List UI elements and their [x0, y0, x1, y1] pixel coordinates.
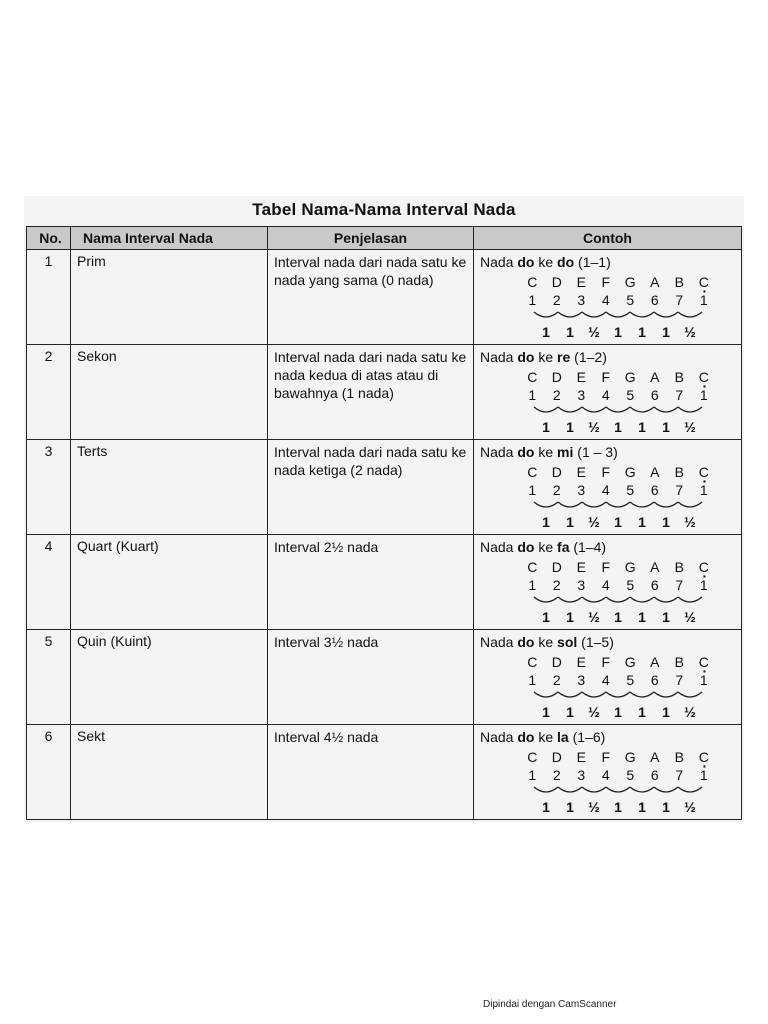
- interval-arc: [582, 692, 606, 697]
- interval-arc: [606, 787, 630, 792]
- note-number: 1 ·: [692, 481, 717, 499]
- step-value: ½: [588, 609, 600, 625]
- example-title: [480, 538, 735, 556]
- step-value: 1: [638, 514, 646, 530]
- example-from: do: [517, 539, 535, 555]
- step-value: 1: [614, 704, 622, 720]
- note-number: 1: [528, 387, 537, 403]
- note-number: 1 ·: [692, 766, 717, 784]
- example-to: do: [557, 254, 575, 270]
- interval-arc: [582, 502, 606, 507]
- step-value: 1: [542, 419, 550, 435]
- step-value: 1: [542, 799, 550, 815]
- step-value: 1: [566, 514, 574, 530]
- arc-row: [520, 594, 716, 608]
- step-value: 1: [542, 324, 550, 340]
- table-row: [27, 630, 742, 725]
- example-from: do: [517, 349, 535, 365]
- letter-row: [520, 748, 716, 766]
- note-number: 6: [650, 482, 659, 498]
- note-number: 5: [626, 292, 635, 308]
- interval-description: Interval nada dari nada satu ke nada yang sama (0 nada): [274, 254, 467, 288]
- note-number: 5: [626, 672, 635, 688]
- note-number: 4: [601, 767, 610, 783]
- note-number: 1: [528, 482, 537, 498]
- interval-name: Quart (Kuart): [71, 535, 268, 630]
- step-value: 1: [566, 799, 574, 815]
- note-letter: C: [698, 274, 709, 290]
- note-number: 1 ·: [692, 671, 717, 689]
- example-to: la: [557, 729, 569, 745]
- interval-arc: [630, 502, 654, 507]
- note-letter: G: [624, 654, 636, 670]
- note-scale: [520, 368, 735, 436]
- note-number: 6: [650, 672, 659, 688]
- note-number: 5: [626, 387, 635, 403]
- example-mid: ke: [534, 539, 558, 555]
- note-letter: C: [527, 654, 538, 670]
- interval-description: Interval 2½ nada: [274, 539, 379, 555]
- example-range: (1–6): [568, 729, 606, 745]
- interval-arc: [534, 502, 558, 507]
- note-letter: F: [601, 464, 611, 480]
- interval-arc: [654, 407, 678, 412]
- step-value: 1: [662, 514, 670, 530]
- number-row: [520, 291, 716, 309]
- note-number: 4: [601, 672, 610, 688]
- note-letter: D: [551, 654, 562, 670]
- example-cell: [474, 250, 742, 345]
- example-from: do: [517, 634, 535, 650]
- note-number: 2: [552, 292, 561, 308]
- step-value: 1: [614, 419, 622, 435]
- example-to: re: [557, 349, 571, 365]
- example-title: [480, 728, 735, 746]
- example-prefix: Nada: [480, 444, 518, 460]
- note-number: 2: [552, 767, 561, 783]
- arc-row: [520, 689, 716, 703]
- note-letter: C: [527, 369, 538, 385]
- note-scale: [520, 653, 735, 721]
- note-number: 1: [528, 672, 537, 688]
- letter-row: [520, 273, 716, 291]
- row-number: 1: [27, 250, 71, 345]
- note-number: 7: [675, 482, 684, 498]
- arc-row: [520, 404, 716, 418]
- interval-description: Interval 3½ nada: [274, 634, 379, 650]
- note-number: 2: [552, 577, 561, 593]
- interval-arc: [606, 502, 630, 507]
- note-number: 2: [552, 387, 561, 403]
- interval-arc: [582, 597, 606, 602]
- example-title: [480, 633, 735, 651]
- note-letter: F: [601, 654, 611, 670]
- example-from: do: [517, 254, 535, 270]
- header-name: Nama Interval Nada: [71, 227, 268, 250]
- note-scale: [520, 463, 735, 531]
- note-letter: B: [674, 464, 684, 480]
- table-row: [27, 440, 742, 535]
- step-value: ½: [684, 799, 696, 815]
- interval-arc: [582, 787, 606, 792]
- note-number: 7: [675, 672, 684, 688]
- step-value: 1: [542, 514, 550, 530]
- note-number: 2: [552, 672, 561, 688]
- note-number: 1 ·: [692, 386, 717, 404]
- note-number: 1 ·: [692, 291, 717, 309]
- interval-name: Sekt: [71, 725, 268, 820]
- interval-description: Interval 4½ nada: [274, 729, 379, 745]
- example-mid: ke: [534, 634, 558, 650]
- interval-arc: [654, 692, 678, 697]
- arc-row: [520, 499, 716, 513]
- interval-arc: [582, 407, 606, 412]
- note-letter: F: [601, 559, 611, 575]
- table-header-row: [27, 227, 742, 250]
- interval-arc: [534, 312, 558, 317]
- interval-description: Interval nada dari nada satu ke nada kedua di atas atau di bawahnya (1 nada): [274, 349, 467, 401]
- step-value: 1: [662, 609, 670, 625]
- example-range: (1–1): [574, 254, 611, 270]
- note-letter: G: [624, 369, 636, 385]
- note-number: 2: [552, 482, 561, 498]
- letter-row: [520, 463, 716, 481]
- example-range: (1 – 3): [573, 444, 618, 460]
- note-letter: D: [551, 464, 562, 480]
- note-letter: A: [650, 274, 660, 290]
- interval-arc: [606, 407, 630, 412]
- interval-arc: [630, 407, 654, 412]
- example-mid: ke: [534, 254, 558, 270]
- note-letter: A: [650, 559, 660, 575]
- interval-name: Sekon: [71, 345, 268, 440]
- note-number: 1: [528, 292, 537, 308]
- interval-arc: [678, 692, 702, 697]
- interval-arc: [678, 787, 702, 792]
- example-cell: [474, 440, 742, 535]
- interval-arc: [558, 502, 582, 507]
- step-value: 1: [566, 419, 574, 435]
- note-letter: G: [624, 274, 636, 290]
- step-value: ½: [588, 704, 600, 720]
- example-cell: [474, 535, 742, 630]
- step-value: 1: [638, 704, 646, 720]
- step-row: [534, 513, 702, 531]
- example-to: sol: [557, 634, 578, 650]
- note-number: 4: [601, 482, 610, 498]
- arc-row: [520, 309, 716, 323]
- interval-arc: [678, 502, 702, 507]
- example-from: do: [517, 444, 535, 460]
- step-value: ½: [684, 609, 696, 625]
- note-letter: D: [551, 749, 562, 765]
- step-row: [534, 323, 702, 341]
- step-value: ½: [684, 514, 696, 530]
- interval-arc: [654, 787, 678, 792]
- example-mid: ke: [534, 729, 558, 745]
- step-value: 1: [542, 704, 550, 720]
- note-number: 1: [528, 767, 537, 783]
- note-number: 5: [626, 482, 635, 498]
- step-value: 1: [566, 704, 574, 720]
- note-letter: D: [551, 559, 562, 575]
- step-value: ½: [588, 514, 600, 530]
- note-scale: [520, 558, 735, 626]
- row-number: 3: [27, 440, 71, 535]
- example-cell: [474, 630, 742, 725]
- step-value: 1: [662, 799, 670, 815]
- note-letter: E: [576, 559, 586, 575]
- header-example: Contoh: [474, 227, 742, 250]
- note-letter: E: [576, 749, 586, 765]
- note-letter: E: [576, 654, 586, 670]
- interval-arc: [606, 312, 630, 317]
- note-letter: C: [698, 559, 709, 575]
- step-row: [534, 798, 702, 816]
- example-mid: ke: [534, 444, 558, 460]
- step-value: ½: [588, 419, 600, 435]
- step-value: 1: [662, 704, 670, 720]
- note-number: 6: [650, 767, 659, 783]
- example-mid: ke: [534, 349, 558, 365]
- row-number: 4: [27, 535, 71, 630]
- note-scale: [520, 273, 735, 341]
- step-value: 1: [614, 514, 622, 530]
- interval-arc: [630, 692, 654, 697]
- note-number: 5: [626, 577, 635, 593]
- example-prefix: Nada: [480, 539, 518, 555]
- step-value: 1: [662, 419, 670, 435]
- interval-arc: [558, 312, 582, 317]
- note-letter: A: [650, 369, 660, 385]
- note-number: 7: [675, 767, 684, 783]
- note-number: 6: [650, 292, 659, 308]
- note-number: 5: [626, 767, 635, 783]
- note-number: 3: [577, 672, 586, 688]
- note-letter: B: [674, 369, 684, 385]
- example-range: (1–4): [569, 539, 607, 555]
- note-letter: C: [698, 749, 709, 765]
- note-number: 4: [601, 292, 610, 308]
- row-number: 2: [27, 345, 71, 440]
- step-value: 1: [614, 609, 622, 625]
- example-cell: [474, 345, 742, 440]
- interval-arc: [630, 312, 654, 317]
- note-letter: C: [527, 559, 538, 575]
- table-title: Tabel Nama-Nama Interval Nada: [252, 200, 516, 219]
- note-letter: F: [601, 749, 611, 765]
- note-letter: A: [650, 464, 660, 480]
- note-number: 6: [650, 387, 659, 403]
- interval-arc: [558, 407, 582, 412]
- example-title: [480, 253, 735, 271]
- note-letter: D: [551, 274, 562, 290]
- interval-table: [26, 226, 742, 820]
- step-value: 1: [638, 609, 646, 625]
- step-value: 1: [662, 324, 670, 340]
- note-letter: D: [551, 369, 562, 385]
- step-row: [534, 608, 702, 626]
- step-value: ½: [684, 419, 696, 435]
- number-row: [520, 481, 716, 499]
- step-value: 1: [614, 324, 622, 340]
- interval-name: Terts: [71, 440, 268, 535]
- header-no: No.: [27, 227, 71, 250]
- step-value: 1: [638, 799, 646, 815]
- interval-arc: [606, 692, 630, 697]
- step-value: ½: [588, 799, 600, 815]
- interval-name: Prim: [71, 250, 268, 345]
- interval-arc: [654, 312, 678, 317]
- note-letter: E: [576, 369, 586, 385]
- note-letter: G: [624, 464, 636, 480]
- example-prefix: Nada: [480, 634, 518, 650]
- note-letter: A: [650, 654, 660, 670]
- interval-arc: [678, 312, 702, 317]
- example-from: do: [517, 729, 535, 745]
- interval-arc: [654, 597, 678, 602]
- table-row: [27, 535, 742, 630]
- interval-arc: [606, 597, 630, 602]
- note-letter: B: [674, 749, 684, 765]
- letter-row: [520, 558, 716, 576]
- note-number: 3: [577, 767, 586, 783]
- step-value: 1: [542, 609, 550, 625]
- scanner-watermark: Dipindai dengan CamScanner: [483, 999, 617, 1010]
- note-number: 3: [577, 387, 586, 403]
- step-row: [534, 703, 702, 721]
- letter-row: [520, 653, 716, 671]
- note-letter: C: [698, 464, 709, 480]
- interval-arc: [678, 407, 702, 412]
- interval-arc: [678, 597, 702, 602]
- interval-arc: [534, 692, 558, 697]
- note-number: 6: [650, 577, 659, 593]
- step-value: ½: [684, 704, 696, 720]
- note-number: 4: [601, 387, 610, 403]
- step-value: 1: [566, 609, 574, 625]
- example-title: [480, 443, 735, 461]
- note-number: 4: [601, 577, 610, 593]
- number-row: [520, 671, 716, 689]
- example-prefix: Nada: [480, 254, 518, 270]
- note-letter: C: [527, 464, 538, 480]
- step-value: 1: [614, 799, 622, 815]
- note-letter: E: [576, 464, 586, 480]
- note-letter: E: [576, 274, 586, 290]
- table-row: [27, 250, 742, 345]
- table-row: [27, 345, 742, 440]
- number-row: [520, 766, 716, 784]
- interval-name: Quin (Kuint): [71, 630, 268, 725]
- note-letter: G: [624, 559, 636, 575]
- step-value: 1: [566, 324, 574, 340]
- note-letter: C: [698, 369, 709, 385]
- example-prefix: Nada: [480, 349, 518, 365]
- interval-arc: [654, 502, 678, 507]
- note-number: 3: [577, 482, 586, 498]
- note-letter: C: [527, 274, 538, 290]
- note-number: 1 ·: [692, 576, 717, 594]
- note-number: 7: [675, 292, 684, 308]
- interval-arc: [582, 312, 606, 317]
- note-number: 3: [577, 292, 586, 308]
- interval-arc: [534, 407, 558, 412]
- row-number: 6: [27, 725, 71, 820]
- interval-arc: [630, 597, 654, 602]
- table-row: [27, 725, 742, 820]
- step-row: [534, 418, 702, 436]
- note-letter: G: [624, 749, 636, 765]
- interval-description: Interval nada dari nada satu ke nada ketiga (2 nada): [274, 444, 467, 478]
- example-prefix: Nada: [480, 729, 518, 745]
- interval-arc: [534, 597, 558, 602]
- arc-row: [520, 784, 716, 798]
- note-letter: C: [698, 654, 709, 670]
- step-value: 1: [638, 419, 646, 435]
- number-row: [520, 576, 716, 594]
- step-value: ½: [684, 324, 696, 340]
- number-row: [520, 386, 716, 404]
- example-cell: [474, 725, 742, 820]
- example-to: mi: [557, 444, 574, 460]
- note-number: 3: [577, 577, 586, 593]
- interval-arc: [534, 787, 558, 792]
- interval-arc: [558, 597, 582, 602]
- example-to: fa: [557, 539, 570, 555]
- letter-row: [520, 368, 716, 386]
- note-letter: B: [674, 654, 684, 670]
- note-scale: [520, 748, 735, 816]
- note-letter: C: [527, 749, 538, 765]
- interval-arc: [630, 787, 654, 792]
- step-value: ½: [588, 324, 600, 340]
- example-range: (1–2): [570, 349, 607, 365]
- note-letter: F: [601, 274, 611, 290]
- note-number: 7: [675, 387, 684, 403]
- step-value: 1: [638, 324, 646, 340]
- row-number: 5: [27, 630, 71, 725]
- interval-arc: [558, 692, 582, 697]
- example-title: [480, 348, 735, 366]
- interval-arc: [558, 787, 582, 792]
- note-letter: A: [650, 749, 660, 765]
- header-description: Penjelasan: [268, 227, 474, 250]
- note-number: 1: [528, 577, 537, 593]
- example-range: (1–5): [577, 634, 614, 650]
- note-letter: B: [674, 274, 684, 290]
- note-letter: F: [601, 369, 611, 385]
- note-letter: B: [674, 559, 684, 575]
- note-number: 7: [675, 577, 684, 593]
